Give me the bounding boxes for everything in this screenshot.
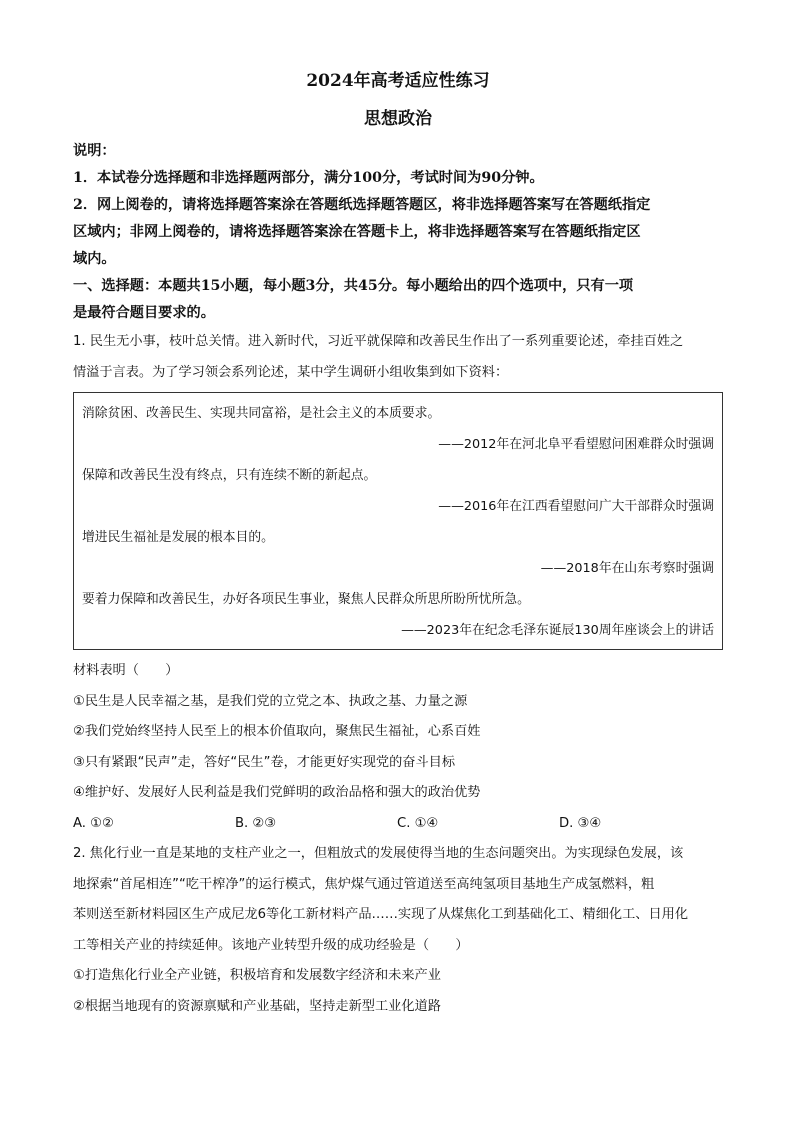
material-source: ——2018年在山东考察时强调 — [540, 561, 714, 576]
question-2 — [73, 839, 723, 1022]
page-title: 2024年高考适应性练习 — [306, 71, 490, 91]
material-source: ——2023年在纪念毛泽东诞辰130周年座谈会上的讲话 — [401, 623, 714, 638]
choice-c: C. ①④ — [397, 815, 439, 831]
question-stem-line: 情溢于言表。为了学习领会系列论述，某中学生调研小组收集到如下资料： — [73, 364, 509, 380]
section-heading-line-2: 是最符合题目要求的。 — [73, 305, 215, 321]
choice-a: A. ①② — [73, 815, 114, 831]
instructions-label: 说明： — [73, 143, 116, 159]
question-1 — [73, 327, 723, 839]
question-stem-line: 2. 焦化行业一直是某地的支柱产业之一，但粗放式的发展使得当地的生态问题突出。为实现绿色发展，该 — [73, 846, 684, 861]
instruction-item-2-line-2: 区域内；非网上阅卷的，请将选择题答案涂在答题卡上，将非选择题答案写在答题纸指定区 — [73, 224, 641, 240]
material-box — [73, 392, 723, 650]
choice-d: D. ③④ — [559, 815, 602, 831]
statement-option: ②我们党始终坚持人民至上的根本价值取向，聚焦民生福祉，心系百姓 — [73, 724, 481, 739]
question-stem-line: 苯则送至新材料园区生产成尼龙6等化工新材料产品……实现了从煤焦化工到基础化工、精细化工、日用化 — [73, 907, 689, 922]
statement-option: ④维护好、发展好人民利益是我们党鲜明的政治品格和强大的政治优势 — [73, 785, 481, 800]
statement-option: ①打造焦化行业全产业链，积极培育和发展数字经济和未来产业 — [73, 968, 441, 983]
section-heading — [73, 273, 723, 327]
choice-b: B. ②③ — [235, 815, 277, 831]
material-quote: 要着力保障和改善民生，办好各项民生事业，聚焦人民群众所思所盼所忧所急。 — [82, 592, 530, 607]
section-heading-line-1: 一、选择题：本题共15小题，每小题3分，共45分。每小题给出的四个选项中，只有一项 — [73, 278, 634, 294]
subject-title: 思想政治 — [364, 109, 432, 129]
material-quote: 消除贫困、改善民生、实现共同富裕，是社会主义的本质要求。 — [82, 406, 441, 421]
question-prompt: 材料表明（ ） — [73, 663, 179, 678]
question-stem-line: 工等相关产业的持续延伸。该地产业转型升级的成功经验是（ ） — [73, 937, 469, 953]
question-stem-line: 地探索“首尾相连”“吃干榨净”的运行模式，焦炉煤气通过管道送至高纯氢项目基地生产成氢燃料，粗 — [73, 876, 655, 892]
material-quote: 保障和改善民生没有终点，只有连续不断的新起点。 — [82, 468, 377, 483]
instruction-item-2-line-1: 2．网上阅卷的，请将选择题答案涂在答题纸选择题答题区，将非选择题答案写在答题纸指定 — [73, 197, 651, 213]
instruction-item-2-line-3: 域内。 — [73, 251, 116, 267]
instruction-item-1: 1．本试卷分选择题和非选择题两部分，满分100分，考试时间为90分钟。 — [73, 170, 544, 186]
question-stem-line: 1. 民生无小事，枝叶总关情。进入新时代，习近平就保障和改善民生作出了一系列重要论述，牵挂百姓之 — [73, 334, 684, 349]
instructions — [73, 138, 723, 273]
material-quote: 增进民生福祉是发展的根本目的。 — [82, 530, 274, 545]
statement-option: ②根据当地现有的资源禀赋和产业基础，坚持走新型工业化道路 — [73, 998, 441, 1014]
answer-choices — [73, 809, 723, 840]
statement-option: ③只有紧跟“民声”走，答好“民生”卷，才能更好实现党的奋斗目标 — [73, 754, 456, 770]
material-source: ——2016年在江西看望慰问广大干部群众时强调 — [438, 499, 714, 514]
statement-option: ①民生是人民幸福之基，是我们党的立党之本、执政之基、力量之源 — [73, 693, 468, 709]
exam-page — [73, 68, 723, 1022]
material-source: ——2012年在河北阜平看望慰问困难群众时强调 — [438, 437, 714, 452]
